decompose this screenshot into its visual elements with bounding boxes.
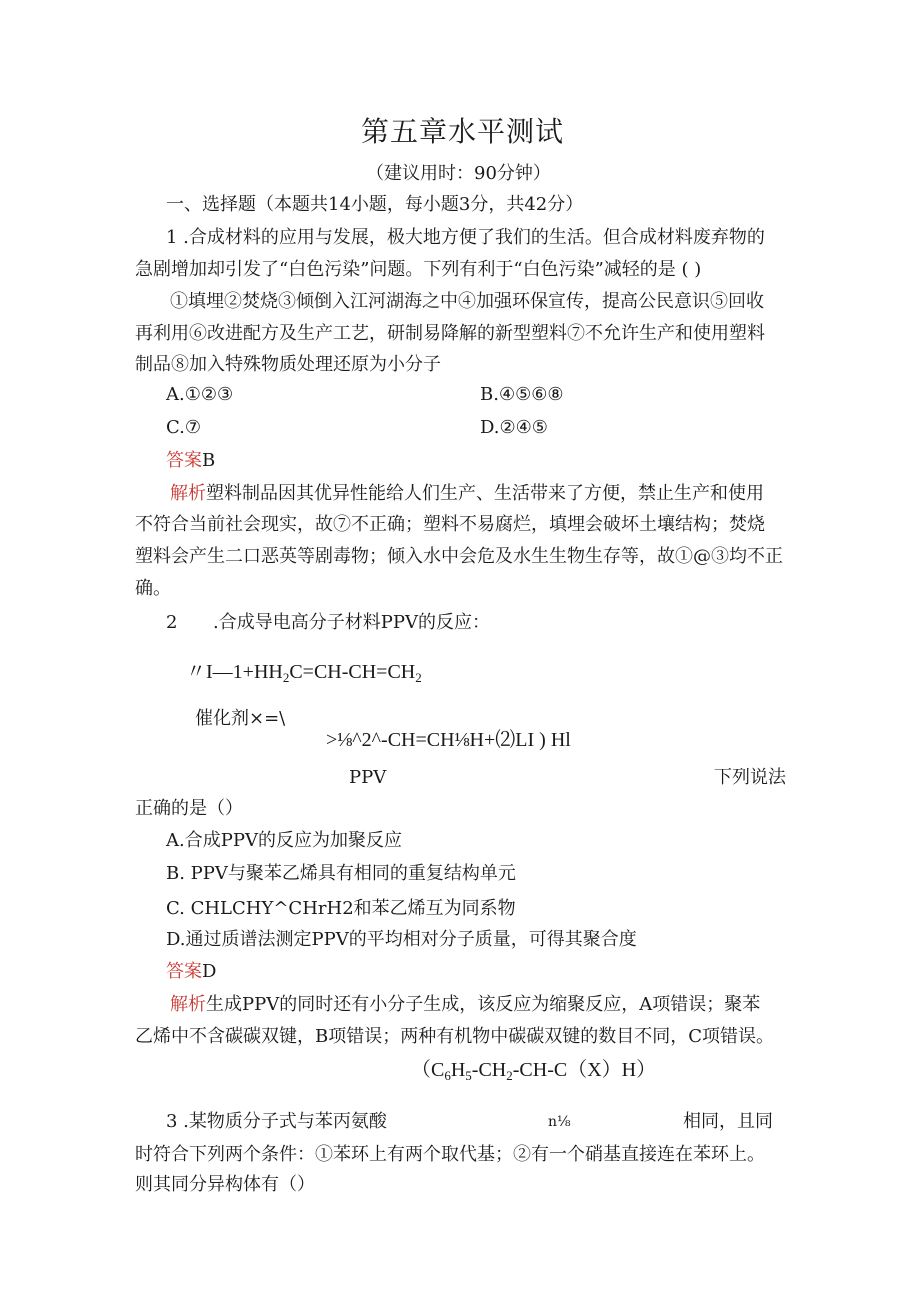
- q2-reaction-line-1: [186, 660, 422, 684]
- q2-stem: .合成导电高分子材料PPV的反应：: [213, 612, 490, 633]
- q2-stem-line-2: 正确的是（）: [135, 798, 243, 819]
- q1-option-b: B.④⑤⑥⑧: [480, 384, 564, 405]
- q3-stem-line-3: 则其同分异构体有（）: [135, 1174, 315, 1195]
- q2-reaction-line-2: >⅛^2^-CH=CH⅛H+⑵LI ) Hl: [326, 729, 571, 751]
- answer-value: B: [202, 450, 216, 471]
- q2-answer: [166, 960, 216, 984]
- q2-number: 2: [166, 612, 178, 633]
- q1-option-d: D.②④⑤: [480, 417, 548, 438]
- reaction-part: C=CH-CH=CH: [289, 661, 416, 683]
- analysis-label: 解析: [170, 483, 206, 504]
- q1-analysis-line-1: [170, 482, 764, 506]
- answer-label: 答案: [166, 961, 202, 982]
- formula-part: -CH: [471, 1059, 507, 1081]
- subscript: 5: [465, 1068, 472, 1083]
- formula-part: -CH-C（X）H）: [512, 1059, 657, 1081]
- q2-option-c: C. CHLCHY^CHrH2和苯乙烯互为同系物: [166, 898, 516, 919]
- formula-part: H: [450, 1059, 466, 1081]
- time-hint: （建议用时：90分钟）: [366, 163, 551, 184]
- q1-items-line-2: 再利用⑥改进配方及生产工艺，研制易降解的新型塑料⑦不允许生产和使用塑料: [135, 323, 765, 344]
- analysis-text: 生成PPV的同时还有小分子生成，该反应为缩聚反应，A项错误；聚苯: [206, 994, 761, 1015]
- formula-part: （C: [411, 1059, 445, 1081]
- q2-ppv-label: PPV: [349, 767, 387, 788]
- q2-option-a: A.合成PPV的反应为加聚反应: [166, 830, 402, 851]
- q1-stem-line-2: 急剧增加却引发了“白色污染”问题。下列有利于“白色污染”减轻的是 ( ): [135, 259, 702, 280]
- q1-items-line-3: 制品⑧加入特殊物质处理还原为小分子: [135, 354, 441, 375]
- q1-answer: [166, 449, 215, 473]
- q3-stem-part-a: 3 .某物质分子式与苯丙氨酸: [166, 1111, 387, 1132]
- subscript: 6: [444, 1068, 451, 1083]
- answer-value: D: [202, 961, 217, 982]
- q3-stem-mid: n⅛: [548, 1114, 571, 1130]
- analysis-label: 解析: [170, 994, 206, 1015]
- q1-items-line-1: ①填埋②焚烧③倾倒入江河湖海之中④加强环保宣传，提高公民意识⑤回收: [170, 291, 764, 312]
- answer-label: 答案: [166, 450, 202, 471]
- q1-stem-line-1: 1 .合成材料的应用与发展，极大地方便了我们的生活。但合成材料废弃物的: [166, 227, 765, 248]
- q2-option-b: B. PPV与聚苯乙烯具有相同的重复结构单元: [166, 863, 516, 884]
- q3-stem-part-b: 相同，且同: [683, 1111, 773, 1132]
- q1-analysis-line-3: 塑料会产生二口恶英等剧毒物；倾入水中会危及水生生物生存等，故①@③均不正: [135, 546, 783, 567]
- q2-analysis-line-2: 乙烯中不含碳碳双键，B项错误；两种有机物中碳碳双键的数目不同，C项错误。: [135, 1026, 774, 1047]
- q2-catalyst: 催化剂×=\: [195, 708, 286, 729]
- subscript: 2: [506, 1068, 513, 1083]
- analysis-text: 塑料制品因其优异性能给人们生产、生活带来了方便，禁止生产和使用: [206, 483, 764, 504]
- q2-stem-tail: 下列说法: [714, 767, 786, 788]
- q1-analysis-line-4: 确。: [135, 578, 171, 599]
- q3-stem-line-2: 时符合下列两个条件：①苯环上有两个取代基；②有一个硝基直接连在苯环上。: [135, 1144, 765, 1165]
- q2-analysis-line-1: [170, 993, 760, 1017]
- q1-analysis-line-2: 不符合当前社会现实，故⑦不正确；塑料不易腐烂，填埋会破坏土壤结构；焚烧: [135, 514, 765, 535]
- subscript: 2: [415, 670, 422, 685]
- q2-formula: [411, 1058, 656, 1082]
- page-title: 第五章水平测试: [361, 115, 565, 148]
- q1-option-a: A.①②③: [166, 384, 234, 405]
- section-heading: 一、选择题（本题共14小题，每小题3分，共42分）: [166, 194, 584, 215]
- subscript: 2: [282, 670, 290, 685]
- q2-option-d: D.通过质谱法测定PPV的平均相对分子质量，可得其聚合度: [166, 929, 637, 950]
- reaction-part: 〃I—1+HH: [186, 661, 283, 683]
- q1-option-c: C.⑦: [166, 417, 201, 438]
